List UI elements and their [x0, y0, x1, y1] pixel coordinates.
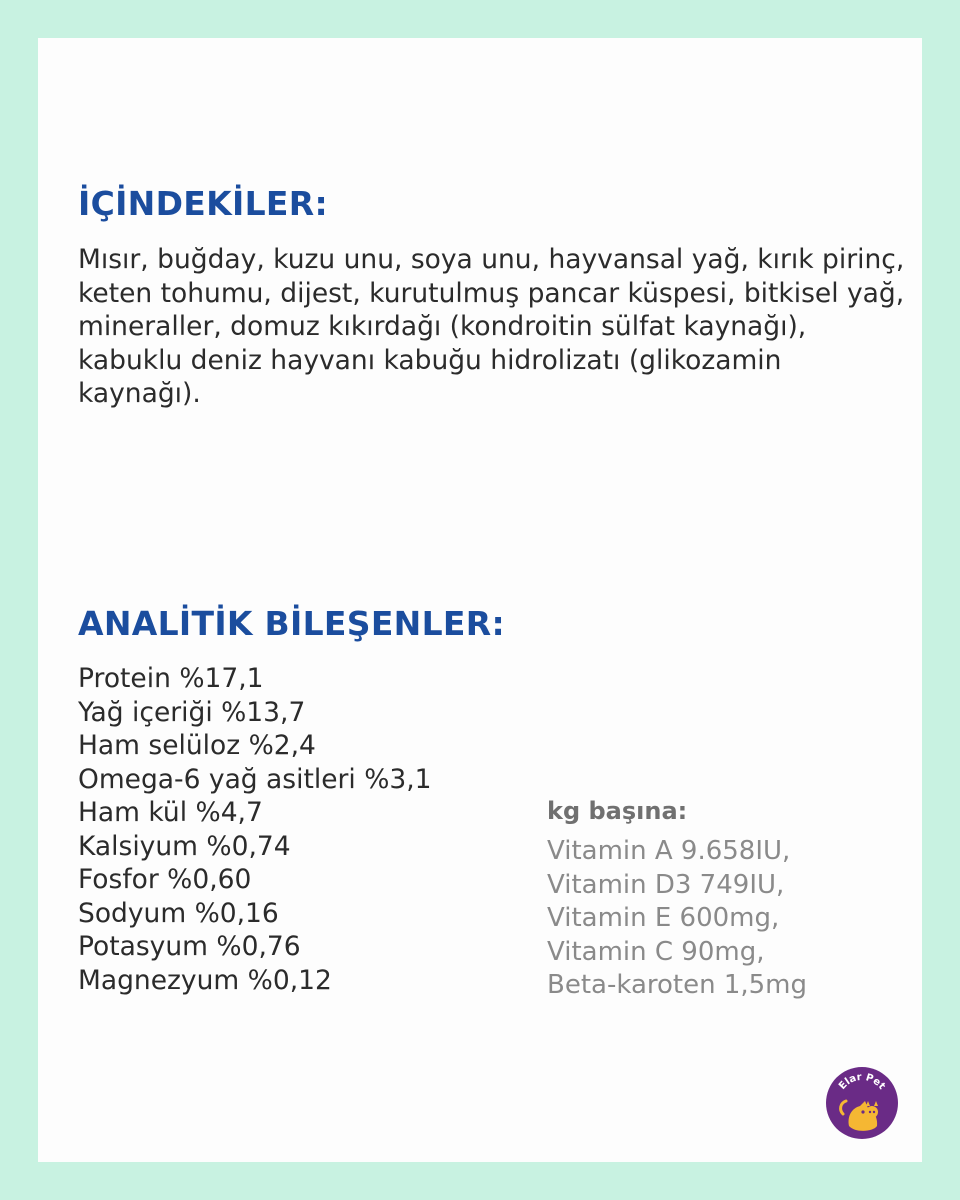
analytic-item: Potasyum %0,76 — [78, 931, 301, 962]
vitamin-item: Beta-karoten 1,5mg — [547, 970, 808, 1000]
analytic-item: Ham selüloz %2,4 — [78, 730, 316, 761]
vitamin-item: Vitamin D3 749IU, — [547, 869, 785, 900]
vitamin-item: Vitamin C 90mg, — [547, 936, 765, 967]
vitamin-item: Vitamin E 600mg, — [547, 903, 780, 933]
ingredients-text: Mısır, buğday, kuzu unu, soya unu, hayvansal yağ, kırık pirinç, keten tohumu, dijest, kurutulmuş pancar küspesi, bitkisel yağ, mineraller, domuz kıkırdağı (kondroitin sülfat kaynağı), kabuklu deniz hayvanı kabuğu hidrolizatı (glikozamin kaynağı). — [78, 244, 905, 409]
analytic-item: Magnezyum %0,12 — [78, 964, 332, 996]
ingredients-heading: İÇİNDEKİLER: — [78, 184, 328, 223]
vitamin-list — [547, 835, 807, 1003]
analytic-heading: ANALİTİK BİLEŞENLER: — [78, 604, 505, 643]
analytic-item: Omega-6 yağ asitleri %3,1 — [78, 763, 432, 795]
analytic-item: Fosfor %0,60 — [78, 864, 252, 895]
analytic-item: Ham kül %4,7 — [78, 797, 263, 828]
per-kg-heading: kg başına: — [547, 797, 688, 825]
brand-logo — [825, 1066, 899, 1140]
analytic-item: Protein %17,1 — [78, 663, 264, 694]
logo-text: Elar Pet — [836, 1071, 888, 1092]
analytic-item: Kalsiyum %0,74 — [78, 830, 291, 862]
content-card — [38, 38, 922, 1162]
analytic-item: Sodyum %0,16 — [78, 897, 279, 929]
per-kg-section — [547, 795, 807, 1003]
analytic-list — [78, 662, 432, 997]
analytic-item: Yağ içeriği %13,7 — [78, 696, 306, 728]
vitamin-item: Vitamin A 9.658IU, — [547, 836, 791, 866]
